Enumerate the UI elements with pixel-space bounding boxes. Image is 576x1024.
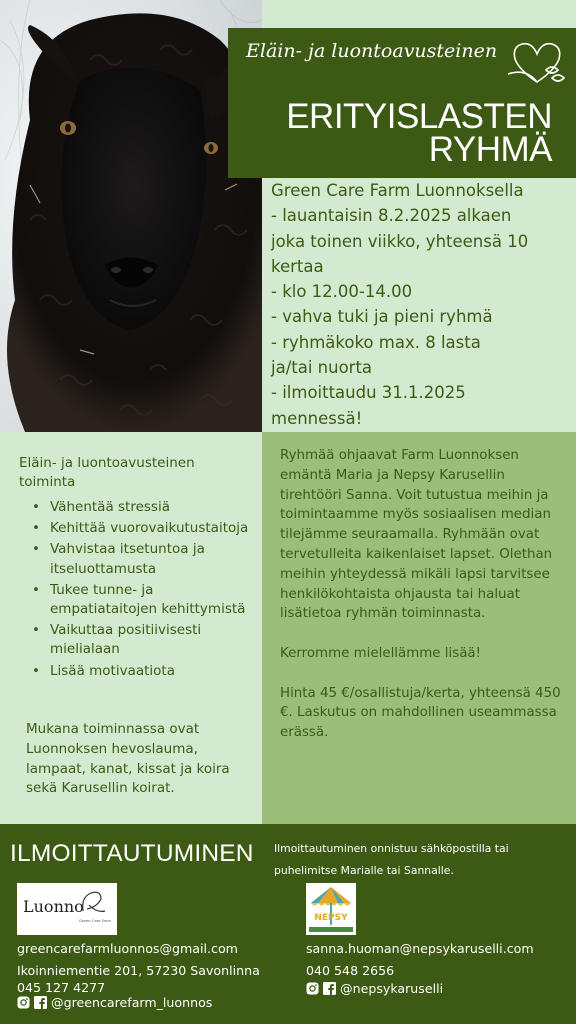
info-line: - vahva tuki ja pieni ryhmä <box>271 307 493 327</box>
event-info <box>271 178 571 431</box>
luonnos-logo <box>17 883 117 935</box>
nepsy-phone-link[interactable]: 040 548 2656 <box>306 963 395 978</box>
luonnos-phone-link[interactable]: 045 127 4277 <box>17 980 106 995</box>
list-item: • Vaikuttaa positiivisesti mielialaan <box>30 621 255 659</box>
info-line: - lauantaisin 8.2.2025 alkaen <box>271 206 512 226</box>
carousel-icon <box>306 883 356 935</box>
luonnos-social[interactable] <box>17 995 212 1010</box>
price-paragraph: Hinta 45 €/osallistuja/kerta, yhteensä 450 €. Laskutus on mahdollinen useammassa erässä. <box>280 685 561 741</box>
info-line: - klo 12.00-14.00 <box>271 282 413 302</box>
luonnos-address: Ikoinniementie 201, 57230 Savonlinna <box>17 963 260 978</box>
luonnos-email-link[interactable]: greencarefarmluonnos@gmail.com <box>17 941 238 956</box>
info-line: Green Care Farm Luonnoksella <box>271 181 524 200</box>
info-line: joka toinen viikko, yhteensä 10 <box>271 231 529 251</box>
list-item: • Vähentää stressiä <box>30 498 255 517</box>
nepsy-social-handle[interactable]: @nepsykaruselli <box>340 981 444 996</box>
title-banner <box>228 28 576 178</box>
nepsy-logo <box>306 883 356 935</box>
page-title <box>286 97 552 169</box>
heart-icon <box>506 34 568 92</box>
title-line-1: ERITYISLASTEN <box>286 97 552 136</box>
sheep-photo <box>0 0 262 432</box>
list-item: • Kehittää vuorovaikutustaitoja <box>30 519 255 538</box>
luonnos-social-handle[interactable]: @greencarefarm_luonnos <box>51 995 213 1010</box>
registration-footer <box>0 824 576 1024</box>
benefits-panel <box>0 432 262 824</box>
instagram-icon[interactable] <box>17 996 30 1009</box>
registration-title: ILMOITTAUTUMINEN <box>10 840 254 867</box>
list-item: • Lisää motivaatiota <box>30 662 255 681</box>
luonnos-logo-text: Luonno <box>23 897 84 916</box>
instagram-icon[interactable] <box>306 982 319 995</box>
tagline: Eläin- ja luontoavusteinen <box>246 40 498 62</box>
benefits-heading: Eläin- ja luontoavusteinen toiminta <box>19 455 195 490</box>
info-line: kertaa <box>271 256 324 276</box>
registration-description: Ilmoittautuminen onnistuu sähköpostilla tai puhelimitse Marialle tai Sannalle. <box>274 842 509 877</box>
list-item: • Tukee tunne- ja empatiataitojen kehittymistä <box>30 581 255 619</box>
info-line: ja/tai nuorta <box>271 358 373 378</box>
details-paragraph: Kerromme mielellämme lisää! <box>280 645 481 661</box>
list-item: • Vahvistaa itsetuntoa ja itseluottamusta <box>30 540 255 578</box>
info-line: - ryhmäkoko max. 8 lasta <box>271 332 481 352</box>
info-line: mennessä! <box>271 408 363 428</box>
details-text <box>280 446 570 763</box>
details-panel <box>262 432 576 824</box>
facebook-icon[interactable] <box>323 982 336 995</box>
facebook-icon[interactable] <box>34 996 47 1009</box>
luonnos-leaf-icon <box>79 887 112 923</box>
benefits-list <box>30 498 255 683</box>
nepsy-social[interactable] <box>306 981 443 996</box>
luonnos-logo-subtitle: Green Care Farm <box>79 918 112 923</box>
info-line: - ilmoittaudu 31.1.2025 <box>271 383 466 403</box>
title-line-2: RYHMÄ <box>428 130 552 169</box>
community-text: Mukana toiminnassa ovat Luonnoksen hevoslauma, lampaat, kanat, kissat ja koira sekä Karusellin koirat. <box>26 721 230 797</box>
nepsy-email-link[interactable]: sanna.huoman@nepsykaruselli.com <box>306 941 534 956</box>
nepsy-logo-text: NEPSY <box>314 913 348 923</box>
details-paragraph: Ryhmää ohjaavat Farm Luonnoksen emäntä Maria ja Nepsy Karusellin tirehtööri Sanna. Voit tutustua meihin ja toimintaamme myös sosiaalisen median tilejämme seuraamalla. Ryhmään ovat tervetulleita kaikenlaiset lapset. Olethan meihin yhteydessä mikäli lapsi tarvitsee henkilökohtaista ohjausta tai haluat lisätietoa ryhmän toiminnasta. <box>280 448 553 622</box>
